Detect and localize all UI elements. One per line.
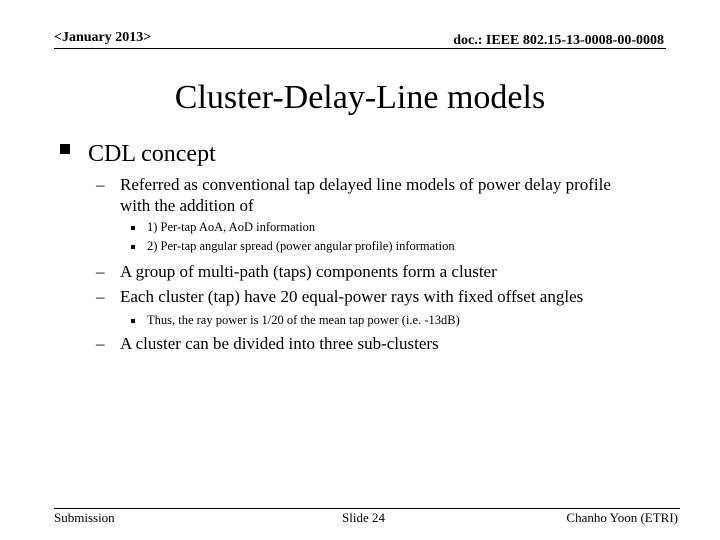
bullet-equal-power-rays: Each cluster (tap) have 20 equal-power rays with fixed offset angles [120,287,584,306]
dash-bullet-icon: – [96,175,105,194]
header-divider [54,48,666,49]
footer-divider [54,508,680,509]
bullet-cluster-group: A group of multi-path (taps) components form a cluster [120,262,497,281]
dash-bullet-icon: – [96,262,105,281]
footer-author: Chanho Yoon (ETRI) [566,510,678,525]
sub-bullet-angular-spread: 2) Per-tap angular spread (power angular profile) information [147,239,455,253]
small-square-bullet-icon [131,319,135,323]
dash-bullet-icon: – [96,287,105,306]
sub-bullet-aoa-aod: 1) Per-tap AoA, AoD information [147,220,316,234]
small-square-bullet-icon [131,226,135,230]
slide-title: Cluster-Delay-Line models [174,79,546,116]
dash-bullet-icon: – [96,334,105,353]
footer-slide-number: Slide 24 [342,510,385,525]
footer-submission: Submission [54,510,115,525]
bullet-referred-line2: with the addition of [120,196,254,215]
small-square-bullet-icon [131,245,135,249]
header-date: <January 2013> [54,30,152,45]
bullet-referred-line1: Referred as conventional tap delayed line models of power delay profile [120,175,611,194]
bullet-sub-clusters: A cluster can be divided into three sub-clusters [120,334,439,353]
sub-bullet-ray-power: Thus, the ray power is 1/20 of the mean tap power (i.e. -13dB) [147,313,460,327]
bullet-cdl-concept: CDL concept [88,141,216,167]
square-bullet-icon [60,144,70,154]
header-doc-id: doc.: IEEE 802.15-13-0008-00-0008 [453,33,664,48]
